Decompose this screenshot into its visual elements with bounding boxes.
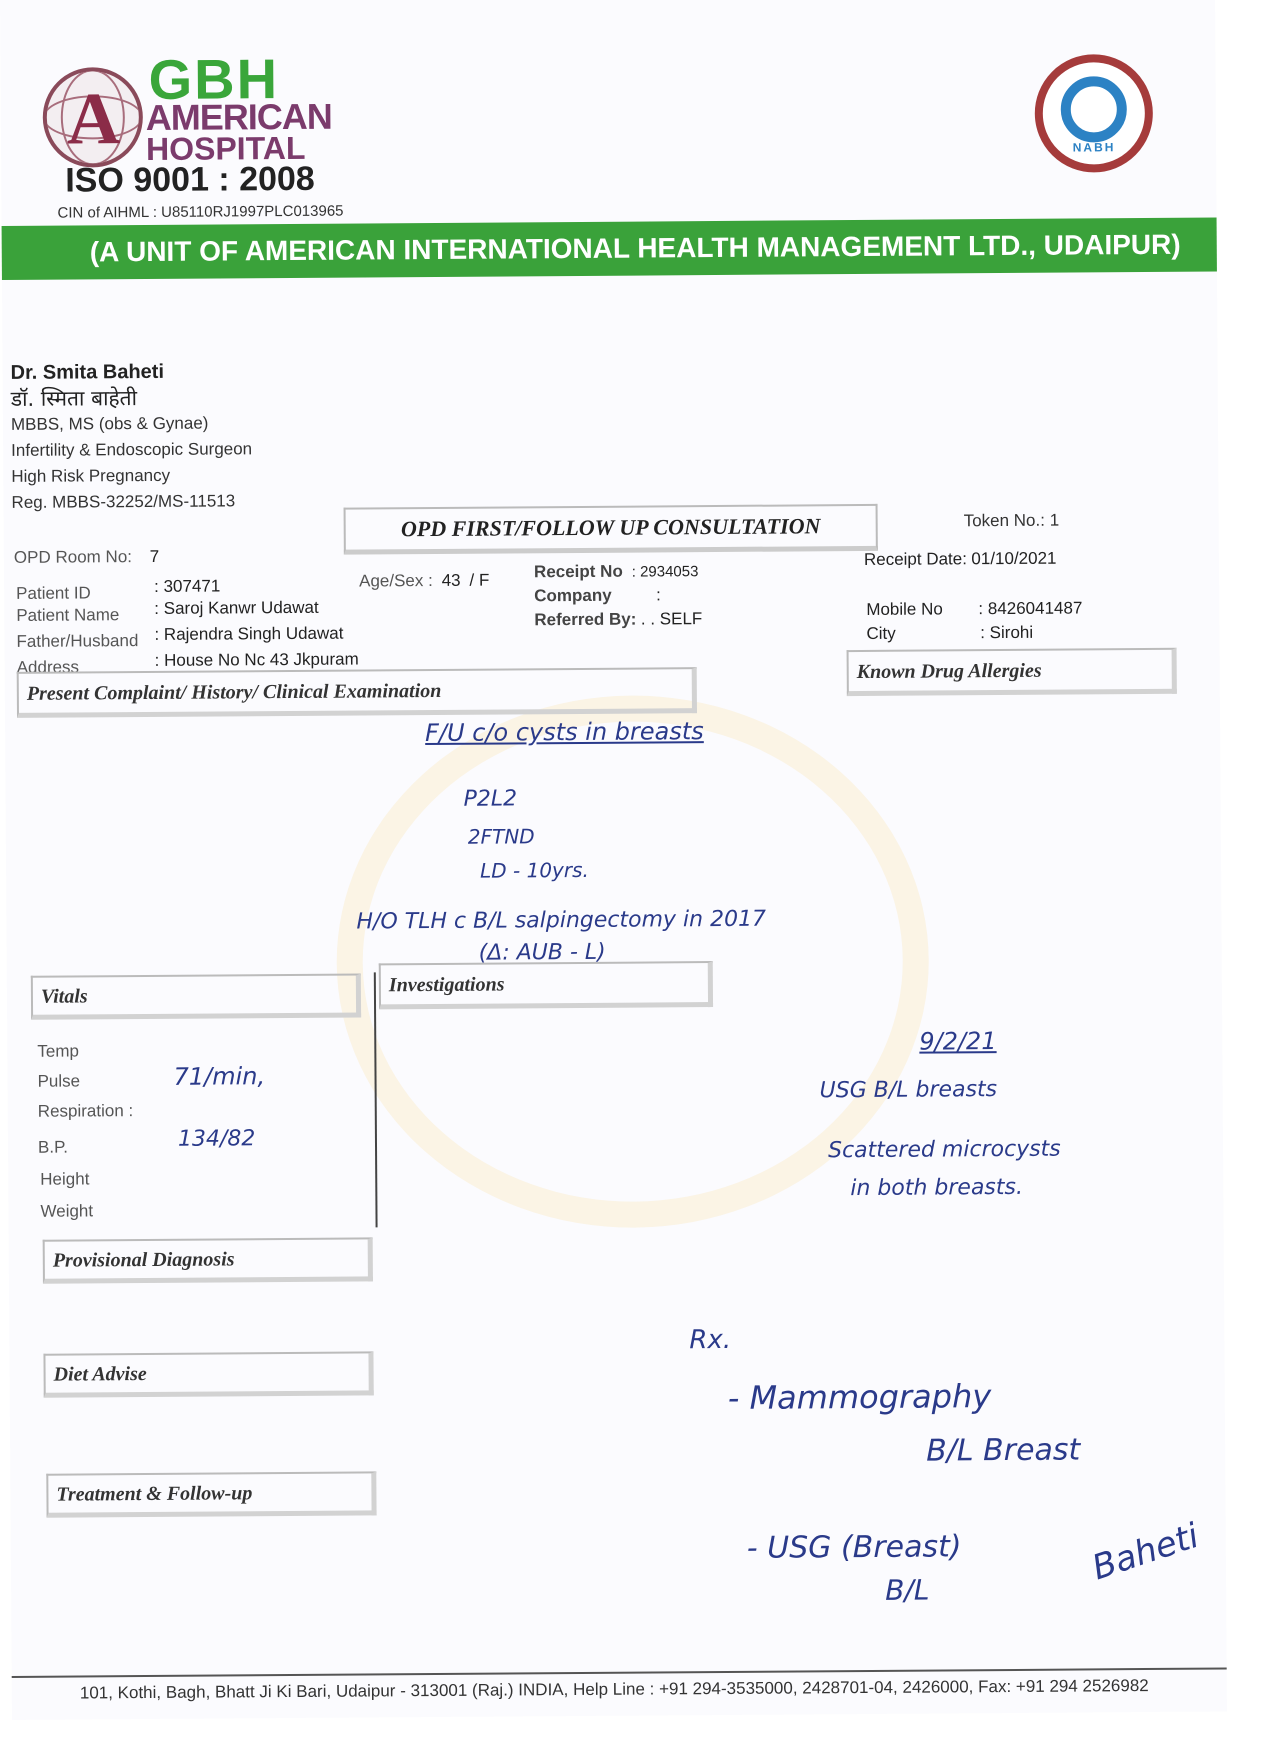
vital-weight-label: Weight xyxy=(40,1201,94,1221)
section-diet: Diet Advise xyxy=(43,1351,373,1397)
brand-gbh: GBH xyxy=(148,47,280,111)
father-value: : Rajendra Singh Udawat xyxy=(154,623,344,644)
receipt-date: Receipt Date: 01/10/2021 xyxy=(863,548,1057,569)
hw-inv-date: 9/2/21 xyxy=(919,1027,997,1056)
address-label: Address xyxy=(16,657,80,677)
father-label: Father/Husband xyxy=(16,631,139,651)
unit-banner: (A UNIT OF AMERICAN INTERNATIONAL HEALTH MANAGEMENT LTD., UDAIPUR) xyxy=(2,218,1217,280)
mobile-no: Mobile No : 8426041487 xyxy=(866,598,1083,619)
hw-inv-1: USG B/L breasts xyxy=(819,1077,998,1104)
hw-complaint-4: LD - 10yrs. xyxy=(480,857,589,883)
section-complaint: Present Complaint/ History/ Clinical Examination xyxy=(17,667,697,718)
hw-complaint-5: H/O TLH c B/L salpingectomy in 2017 xyxy=(356,906,767,935)
nabh-seal-icon: NABH xyxy=(1034,54,1153,173)
address-value: : House No Nc 43 Jkpuram xyxy=(154,649,359,670)
section-allergies: Known Drug Allergies xyxy=(847,648,1177,696)
vital-bp-label: B.P. xyxy=(37,1137,69,1157)
doctor-specialty-2: High Risk Pregnancy xyxy=(11,465,171,486)
patient-name-value: : Saroj Kanwr Udawat xyxy=(154,597,319,618)
hw-inv-2: Scattered microcysts xyxy=(827,1136,1061,1164)
section-diagnosis: Provisional Diagnosis xyxy=(43,1237,373,1283)
section-treatment: Treatment & Follow-up xyxy=(46,1471,376,1517)
patient-name-label: Patient Name xyxy=(16,605,120,625)
hw-rx-3: - USG (Breast) xyxy=(746,1529,962,1566)
cin-number: CIN of AIHML : U85110RJ1997PLC013965 xyxy=(57,202,344,222)
patient-id-label: Patient ID xyxy=(16,583,91,603)
patient-id-value: : 307471 xyxy=(154,576,221,596)
hospital-logo-icon: A xyxy=(42,67,143,168)
doctor-qualification: MBBS, MS (obs & Gynae) xyxy=(10,413,209,434)
city: City : Sirohi xyxy=(866,622,1034,643)
age-sex: Age/Sex : 43 / F xyxy=(358,570,490,591)
vital-temp-label: Temp xyxy=(37,1041,79,1061)
hw-complaint-1: F/U c/o cysts in breasts xyxy=(425,717,704,748)
hw-complaint-2: P2L2 xyxy=(463,786,518,812)
section-vitals: Vitals xyxy=(31,974,361,1020)
hw-complaint-3: 2FTND xyxy=(467,824,535,849)
footer-address: 101, Kothi, Bagh, Bhatt Ji Ki Bari, Udaipur - 313001 (Raj.) INDIA, Help Line : +91 294-3535000, 2428701-04, 2426000, Fax: +91 294 2526982 xyxy=(79,1676,1149,1703)
vital-pulse-value: 71/min, xyxy=(173,1062,266,1091)
hw-rx-2: B/L Breast xyxy=(926,1432,1081,1469)
consultation-title: OPD FIRST/FOLLOW UP CONSULTATION xyxy=(344,504,878,555)
vital-height-label: Height xyxy=(40,1169,90,1189)
hw-inv-3: in both breasts. xyxy=(850,1174,1024,1202)
vital-pulse-label: Pulse xyxy=(37,1071,81,1091)
vital-resp-label: Respiration : xyxy=(37,1101,134,1121)
hw-complaint-6: (Δ: AUB - L) xyxy=(478,939,606,966)
hw-rx: Rx. xyxy=(689,1324,732,1356)
brand-american: AMERICAN xyxy=(145,95,332,138)
receipt-no: Receipt No : 2934053 xyxy=(533,561,699,582)
doctor-name: Dr. Smita Baheti xyxy=(10,360,165,384)
opd-room: OPD Room No: 7 xyxy=(13,546,160,567)
hw-rx-4: B/L xyxy=(885,1573,930,1607)
vital-bp-value: 134/82 xyxy=(177,1126,256,1152)
brand-hospital: HOSPITAL xyxy=(145,129,306,167)
doctor-name-hindi: डॉ. स्मिता बाहेती xyxy=(10,386,138,411)
doctor-reg: Reg. MBBS-32252/MS-11513 xyxy=(11,491,236,512)
token-number: Token No.: 1 xyxy=(963,510,1060,531)
doctor-signature: Baheti xyxy=(1087,1515,1204,1589)
iso-certification: ISO 9001 : 2008 xyxy=(65,159,315,200)
doctor-specialty-1: Infertility & Endoscopic Surgeon xyxy=(11,439,253,460)
section-investigations: Investigations xyxy=(379,961,713,1009)
doctor-info xyxy=(11,358,253,516)
referred-by: Referred By: . . SELF xyxy=(534,609,703,630)
company: Company : xyxy=(534,585,661,606)
hw-rx-1: - Mammography xyxy=(727,1377,992,1417)
